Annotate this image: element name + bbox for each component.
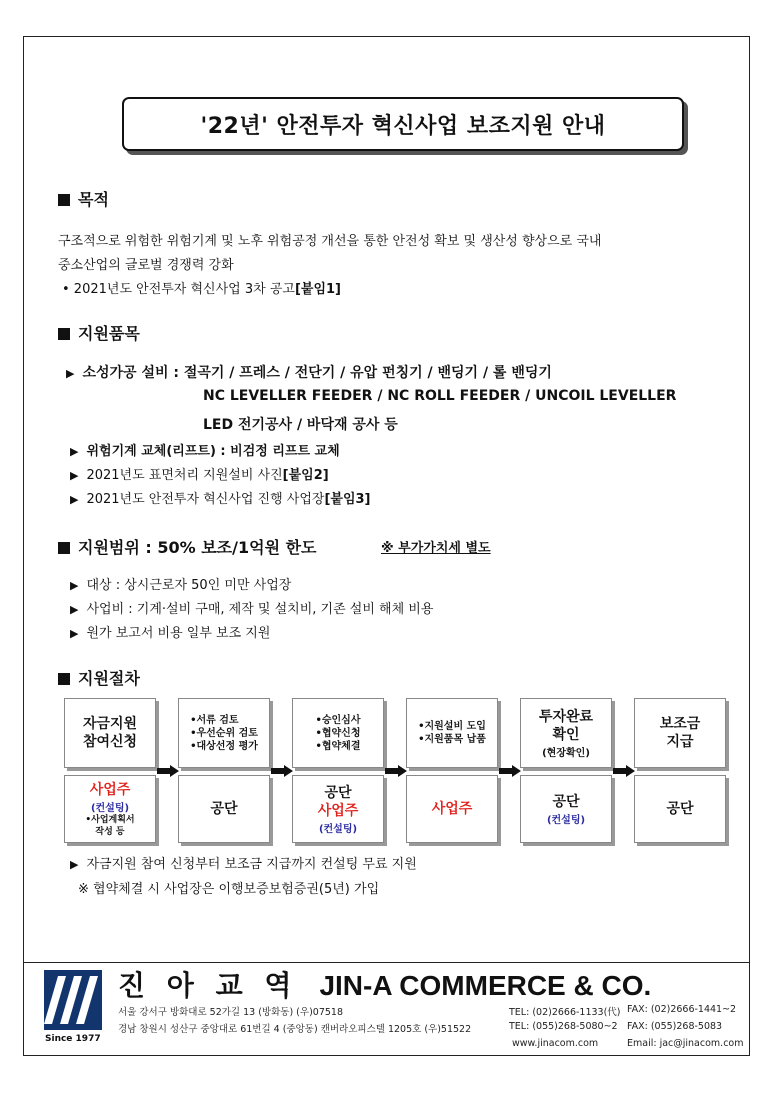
tel-seoul: TEL: (02)2666-1133(代) — [509, 1007, 621, 1018]
scope-bullet-target: ▶ 대상 : 상시근로자 50인 미만 사업장 — [70, 578, 292, 593]
fax-changwon: FAX: (055)268-5083 — [627, 1021, 723, 1032]
item-forming-line-3: LED 전기공사 / 바닥재 공사 등 — [203, 417, 398, 433]
step-1-actor: 사업주 (컨설팅) •사업계획서 작성 등 — [64, 775, 156, 843]
arrow-right-icon — [385, 765, 407, 777]
section-procedure-heading: 지원절차 — [58, 666, 140, 689]
step-4-actor: 사업주 — [406, 775, 498, 843]
arrow-right-icon — [613, 765, 635, 777]
section-purpose-heading: 목적 — [58, 187, 109, 210]
triangle-bullet-icon: ▶ — [70, 603, 79, 616]
footer-divider — [23, 962, 750, 963]
item-forming-equipment: ▶ 소성가공 설비 : 절곡기 / 프레스 / 전단기 / 유압 펀칭기 / 밴딩기 / 롤 밴딩기 — [66, 365, 552, 381]
step-6-actor: 공단 — [634, 775, 726, 843]
arrow-right-icon — [271, 765, 293, 777]
step-2-review: •서류 검토 •우선순위 검토 •대상선정 평가 — [178, 698, 270, 768]
since-year: Since 1977 — [45, 1034, 101, 1044]
square-bullet-icon — [58, 542, 70, 554]
address-changwon: 경남 창원시 성산구 중앙대로 61번길 4 (중앙동) 캔버라오피스텔 1205호 (우)51522 — [118, 1024, 472, 1035]
item-forming-line-2: NC LEVELLER FEEDER / NC ROLL FEEDER / UNCOIL LEVELLER — [203, 388, 677, 404]
triangle-bullet-icon: ▶ — [70, 858, 79, 871]
procedure-note-consulting: ▶ 자금지원 참여 신청부터 보조금 지급까지 컨설팅 무료 지원 — [70, 857, 417, 872]
square-bullet-icon — [58, 673, 70, 685]
company-logo — [44, 970, 102, 1030]
page-title: '22년' 안전투자 혁신사업 보조지원 안내 — [122, 97, 684, 151]
scope-bullet-report: ▶ 원가 보고서 비용 일부 보조 지원 — [70, 626, 271, 641]
step-2-actor: 공단 — [178, 775, 270, 843]
triangle-bullet-icon: ▶ — [70, 493, 79, 506]
item-progress-sites: ▶ 2021년도 안전투자 혁신사업 진행 사업장[붙임3] — [70, 492, 371, 507]
arrow-right-icon — [157, 765, 179, 777]
scope-bullet-cost: ▶ 사업비 : 기계·설비 구매, 제작 및 설치비, 기존 설비 해체 비용 — [70, 602, 434, 617]
purpose-line-2: 중소산업의 글로벌 경쟁력 강화 — [58, 258, 234, 273]
purpose-line-1: 구조적으로 위험한 위험기계 및 노후 위험공정 개선을 통한 안전성 확보 및 생산성 향상으로 국내 — [58, 234, 602, 249]
section-items-heading: 지원품목 — [58, 321, 140, 344]
step-5-completion-check: 투자완료 확인 (현장확인) — [520, 698, 612, 768]
step-4-delivery: •지원설비 도입 •지원품목 납품 — [406, 698, 498, 768]
step-5-actor: 공단 (컨설팅) — [520, 775, 612, 843]
step-1-application: 자금지원 참여신청 — [64, 698, 156, 768]
triangle-bullet-icon: ▶ — [70, 445, 79, 458]
square-bullet-icon — [58, 194, 70, 206]
tel-changwon: TEL: (055)268-5080~2 — [509, 1021, 618, 1032]
vat-note: ※ 부가가치세 별도 — [381, 541, 491, 556]
address-seoul: 서울 강서구 방화대로 52가길 13 (방화동) (우)07518 — [118, 1007, 343, 1018]
website-link[interactable]: www.jinacom.com — [512, 1038, 599, 1049]
company-name: 진 아 교 역 JIN-A COMMERCE & CO. — [118, 969, 652, 1002]
step-3-actor: 공단 사업주 (컨설팅) — [292, 775, 384, 843]
purpose-bullet: • 2021년도 안전투자 혁신사업 3차 공고[붙임1] — [62, 282, 341, 297]
step-3-agreement: •승인심사 •협약신청 •협약체결 — [292, 698, 384, 768]
email-link[interactable]: Email: jac@jinacom.com — [627, 1038, 744, 1049]
item-lift-replacement: ▶ 위험기계 교체(리프트) : 비검정 리프트 교체 — [70, 444, 340, 459]
triangle-bullet-icon: ▶ — [70, 579, 79, 592]
square-bullet-icon — [58, 328, 70, 340]
triangle-bullet-icon: ▶ — [70, 469, 79, 482]
triangle-bullet-icon: ▶ — [70, 627, 79, 640]
slash-logo-icon — [44, 970, 102, 1030]
section-scope-heading: 지원범위 : 50% 보조/1억원 한도 — [58, 535, 317, 558]
item-surface-treatment: ▶ 2021년도 표면처리 지원설비 사진[붙임2] — [70, 468, 329, 483]
step-6-payment: 보조금 지급 — [634, 698, 726, 768]
triangle-bullet-icon: ▶ — [66, 367, 75, 380]
fax-seoul: FAX: (02)2666-1441~2 — [627, 1004, 737, 1015]
arrow-right-icon — [499, 765, 521, 777]
procedure-note-insurance: ※ 협약체결 시 사업장은 이행보증보험증권(5년) 가입 — [78, 882, 380, 897]
